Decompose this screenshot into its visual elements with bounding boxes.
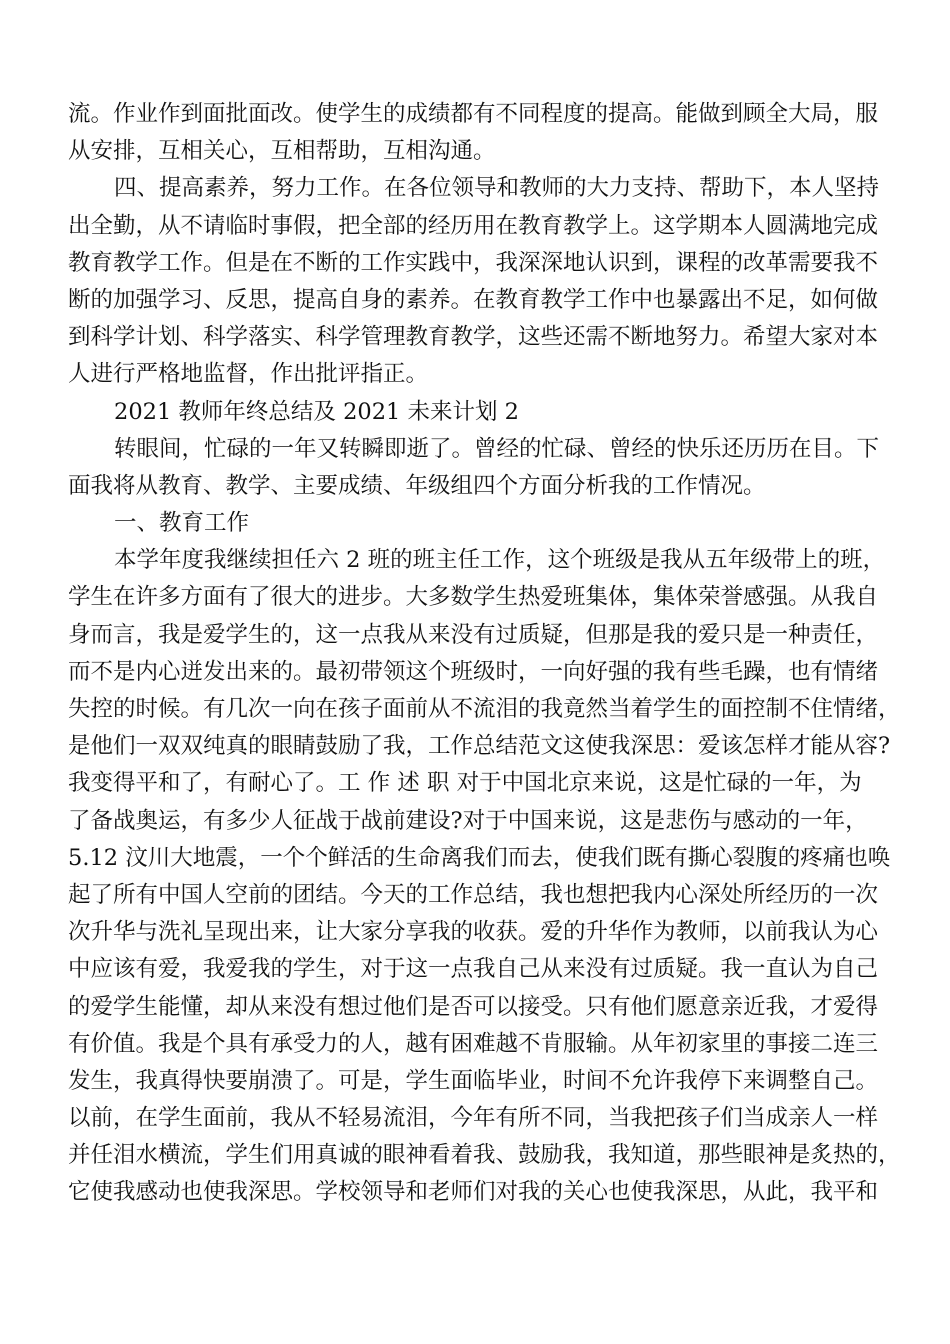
text-line: 而不是内心迸发出来的。最初带领这个班级时，一向好强的我有些毛躁，也有情绪 [68,658,879,685]
document-page [68,96,901,1212]
section-heading-line: 四、提高素养，努力工作。在各位领导和教师的大力支持、帮助下，本人坚持 [114,175,880,202]
text-line: 到科学计划、科学落实、科学管理教育教学，这些还需不断地努力。希望大家对本 [68,324,879,351]
text-line: 流。作业作到面批面改。使学生的成绩都有不同程度的提高。能做到顾全大局，服 [68,101,879,127]
text-line: 面我将从教育、教学、主要成绩、年级组四个方面分析我的工作情况。 [68,472,766,499]
document-title: 2021 教师年终总结及 2021 未来计划 2 [114,398,519,425]
text-line: 的爱学生能懂，却从来没有想过他们是否可以接受。只有他们愿意亲近我，才爱得 [68,993,879,1020]
text-line: 教育教学工作。但是在不断的工作实践中，我深深地认识到，课程的改革需要我不 [68,249,879,276]
text-line: 次升华与洗礼呈现出来，让大家分享我的收获。爱的升华作为教师，以前我认为心 [68,919,879,946]
paragraph-start-line: 本学年度我继续担任六 2 班的班主任工作，这个班级是我从五年级带上的班， [114,547,886,574]
text-line: 断的加强学习、反思，提高自身的素养。在教育教学工作中也暴露出不足，如何做 [68,286,879,313]
text-line: 是他们一双双纯真的眼睛鼓励了我，工作总结范文这使我深思：爱该怎样才能从容? [68,733,891,760]
text-line: 发生，我真得快要崩溃了。可是，学生面临毕业，时间不允许我停下来调整自己。 [68,1067,879,1094]
text-line: 身而言，我是爱学生的，这一点我从来没有过质疑，但那是我的爱只是一种责任， [68,621,879,648]
text-line: 学生在许多方面有了很大的进步。大多数学生热爱班集体，集体荣誉感强。从我自 [68,584,879,611]
text-line: 有价值。我是个具有承受力的人，越有困难越不肯服输。从年初家里的事接二连三 [68,1030,879,1057]
text-line: 中应该有爱，我爱我的学生，对于这一点我自己从来没有过质疑。我一直认为自己 [68,956,879,983]
text-line: 它使我感动也使我深思。学校领导和老师们对我的关心也使我深思，从此，我平和 [68,1179,879,1206]
text-line: 起了所有中国人空前的团结。今天的工作总结，我也想把我内心深处所经历的一次 [68,881,879,908]
text-line: 出全勤，从不请临时事假，把全部的经历用在教育教学上。这学期本人圆满地完成 [68,212,879,239]
text-line: 了备战奥运，有多少人征战于战前建设?对于中国来说，这是悲伤与感动的一年， [68,807,868,834]
text-line: 5.12 汶川大地震，一个个鲜活的生命离我们而去，使我们既有撕心裂腹的疼痛也唤 [68,844,891,871]
text-line: 以前，在学生面前，我从不轻易流泪，今年有所不同，当我把孩子们当成亲人一样 [68,1105,879,1132]
text-line: 失控的时候。有几次一向在孩子面前从不流泪的我竟然当着学生的面控制不住情绪， [68,696,901,722]
text-line: 我变得平和了，有耐心了。工 作 述 职 对于中国北京来说，这是忙碌的一年，为 [68,770,862,797]
text-line: 人进行严格地监督，作出批评指正。 [68,361,429,388]
text-line: 并任泪水横流，学生们用真诚的眼神看着我、鼓励我，我知道，那些眼神是炙热的， [68,1142,901,1169]
text-line: 从安排，互相关心，互相帮助，互相沟通。 [68,138,496,165]
paragraph-start-line: 转眼间，忙碌的一年又转瞬即逝了。曾经的忙碌、曾经的快乐还历历在目。下 [114,435,880,462]
section-heading: 一、教育工作 [114,510,250,537]
